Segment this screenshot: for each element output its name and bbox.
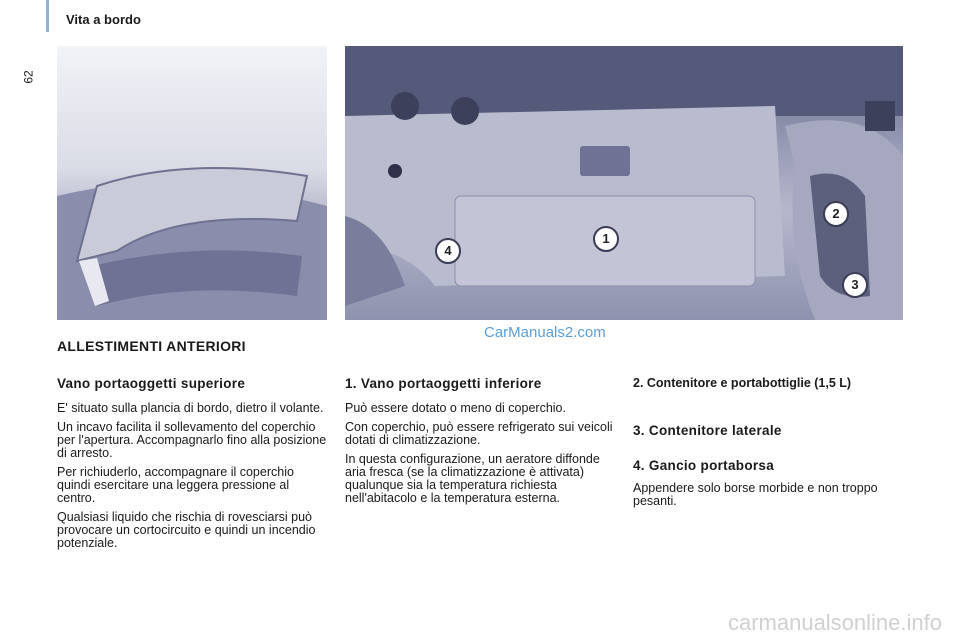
callout-1: 1 [593, 226, 619, 252]
paragraph: Qualsiasi liquido che rischia di rovesciarsi può provocare un cortocircuito e quindi un incendio potenziale. [57, 510, 316, 550]
upper-storage-illustration [57, 46, 327, 320]
heading-side-container: 3. Contenitore laterale [633, 423, 782, 438]
column-lower-storage [345, 377, 617, 511]
upper-storage-photo [57, 46, 327, 320]
page-title: ALLESTIMENTI ANTERIORI [57, 338, 246, 354]
heading-bottle-holder: 2. Contenitore e portabottiglie (1,5 L) [633, 376, 852, 390]
paragraph: Per richiuderlo, accompagnare il coperchio quindi esercitare una leggera pressione al centro. [57, 465, 294, 505]
paragraph: Con coperchio, può essere refrigerato sui veicoli dotati di climatizzazione. [345, 420, 613, 447]
page-number: 62 [21, 70, 36, 84]
paragraph: Un incavo facilita il sollevamento del coperchio per l'apertura. Accompagnarlo fino alla posizione di arresto. [57, 420, 327, 460]
heading-lower-storage: 1. Vano portaoggetti inferiore [345, 376, 542, 391]
paragraph: E' situato sulla plancia di bordo, dietro il volante. [57, 401, 324, 415]
section-header: Vita a bordo [66, 12, 141, 27]
callout-2: 2 [823, 201, 849, 227]
callout-3: 3 [842, 272, 868, 298]
watermark-text: CarManuals2.com [484, 324, 606, 341]
paragraph: In questa configurazione, un aeratore diffonde aria fresca (se la climatizzazione è attivata) qualunque sia la temperatura richiesta nell'abitacolo e la temperatura esterna. [345, 452, 600, 505]
column-upper-storage [57, 377, 327, 556]
section-marker [46, 0, 49, 32]
footer-watermark: carmanualsonline.info [727, 610, 942, 635]
heading-bag-hook: 4. Gancio portaborsa [633, 458, 775, 473]
dashboard-illustration [345, 46, 903, 320]
callout-4: 4 [435, 238, 461, 264]
paragraph: Appendere solo borse morbide e non troppo pesanti. [633, 481, 878, 508]
column-other-items [633, 377, 913, 514]
paragraph: Può essere dotato o meno di coperchio. [345, 401, 566, 415]
dashboard-photo [345, 46, 903, 320]
heading-upper-storage: Vano portaoggetti superiore [57, 376, 246, 391]
